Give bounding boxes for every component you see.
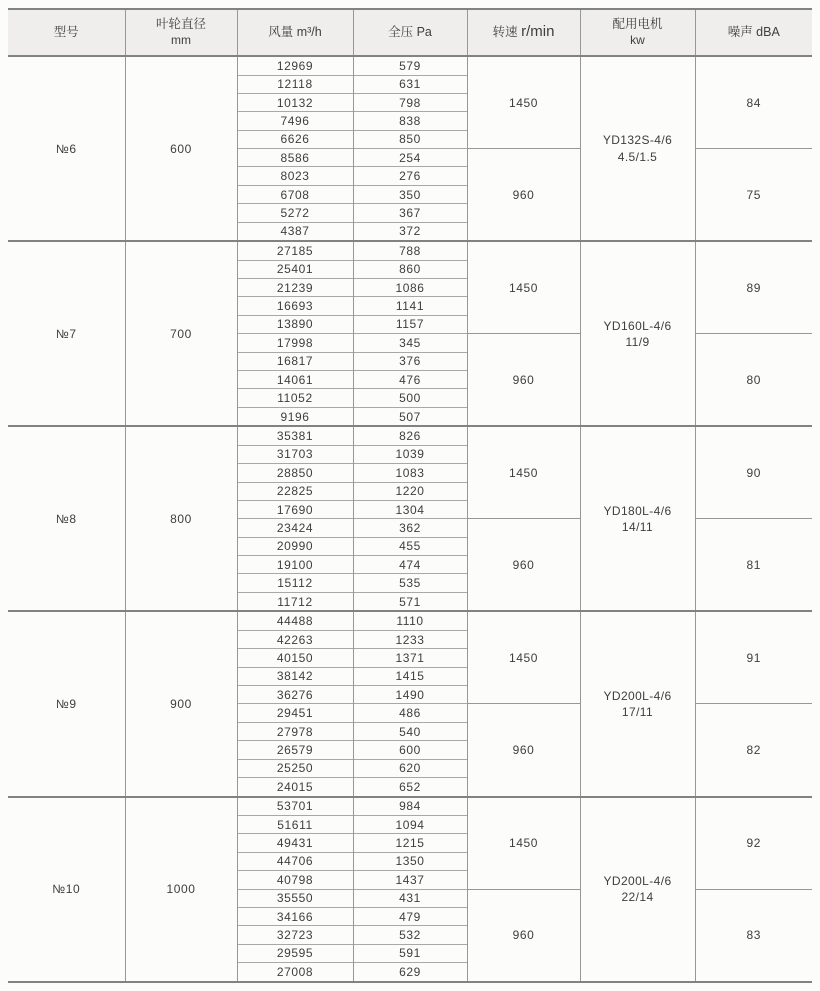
speed-cell: 960: [467, 704, 580, 797]
col-header-motor: [580, 9, 695, 56]
pressure-cell: 367: [353, 204, 467, 222]
flow-cell: 35550: [237, 889, 353, 907]
flow-cell: 12118: [237, 75, 353, 93]
motor-model-text: YD160L-4/6: [603, 318, 672, 333]
flow-cell: 6626: [237, 130, 353, 148]
flow-cell: 51611: [237, 816, 353, 834]
pressure-cell: 1039: [353, 445, 467, 463]
noise-cell: 90: [695, 426, 812, 519]
pressure-cell: 1490: [353, 686, 467, 704]
flow-cell: 53701: [237, 797, 353, 816]
diameter-cell: 700: [125, 241, 237, 426]
speed-cell: 1450: [467, 797, 580, 890]
pressure-cell: 1094: [353, 816, 467, 834]
noise-cell: 84: [695, 56, 812, 149]
flow-cell: 10132: [237, 93, 353, 111]
speed-cell: 960: [467, 149, 580, 242]
motor-cell: [580, 797, 695, 983]
model-cell: №9: [8, 611, 125, 796]
table-row: [8, 611, 812, 630]
flow-cell: 5272: [237, 204, 353, 222]
flow-cell: 34166: [237, 907, 353, 925]
flow-cell: 20990: [237, 537, 353, 555]
speed-cell: 1450: [467, 56, 580, 149]
noise-cell: 81: [695, 519, 812, 612]
pressure-cell: 788: [353, 241, 467, 260]
col-header-pressure-label: 全压 Pa: [388, 24, 432, 39]
flow-cell: 25401: [237, 260, 353, 278]
motor-power-text: 22/14: [621, 890, 654, 905]
flow-cell: 4387: [237, 222, 353, 241]
motor-model-text: YD180L-4/6: [603, 503, 672, 518]
flow-cell: 38142: [237, 667, 353, 685]
pressure-cell: 652: [353, 778, 467, 797]
col-header-noise-label: 噪声 dBA: [727, 24, 780, 39]
pressure-cell: 600: [353, 741, 467, 759]
flow-cell: 12969: [237, 56, 353, 75]
flow-cell: 9196: [237, 407, 353, 426]
pressure-cell: 431: [353, 889, 467, 907]
flow-cell: 28850: [237, 464, 353, 482]
model-cell: №6: [8, 56, 125, 241]
flow-cell: 27185: [237, 241, 353, 260]
pressure-cell: 455: [353, 537, 467, 555]
motor-model-text: YD200L-4/6: [603, 688, 672, 703]
col-header-speed-unit: r/min: [521, 23, 555, 41]
speed-cell: 1450: [467, 241, 580, 334]
flow-cell: 15112: [237, 574, 353, 592]
flow-cell: 24015: [237, 778, 353, 797]
noise-cell: 75: [695, 149, 812, 242]
pressure-cell: 362: [353, 519, 467, 537]
flow-cell: 36276: [237, 686, 353, 704]
motor-cell: [580, 241, 695, 426]
pressure-cell: 1233: [353, 630, 467, 648]
speed-cell: 960: [467, 334, 580, 427]
diameter-cell: 900: [125, 611, 237, 796]
motor-cell: [580, 56, 695, 241]
col-header-motor-label: 配用电机: [612, 17, 663, 32]
noise-cell: 80: [695, 334, 812, 427]
motor-cell: [580, 426, 695, 611]
pressure-cell: 345: [353, 334, 467, 352]
pressure-cell: 838: [353, 112, 467, 130]
model-cell: №10: [8, 797, 125, 983]
pressure-cell: 276: [353, 167, 467, 185]
pressure-cell: 850: [353, 130, 467, 148]
diameter-cell: 1000: [125, 797, 237, 983]
diameter-cell: 600: [125, 56, 237, 241]
col-header-speed-label: 转速: [492, 25, 518, 40]
pressure-cell: 1371: [353, 649, 467, 667]
pressure-cell: 474: [353, 556, 467, 574]
pressure-cell: 1157: [353, 315, 467, 333]
pressure-cell: 629: [353, 963, 467, 982]
pressure-cell: 372: [353, 222, 467, 241]
flow-cell: 16693: [237, 297, 353, 315]
flow-cell: 13890: [237, 315, 353, 333]
motor-model-text: YD200L-4/6: [603, 874, 672, 889]
fan-spec-table: [8, 8, 812, 983]
flow-cell: 11052: [237, 389, 353, 407]
flow-cell: 16817: [237, 352, 353, 370]
motor-power-text: 4.5/1.5: [617, 149, 658, 164]
pressure-cell: 1141: [353, 297, 467, 315]
flow-cell: 35381: [237, 426, 353, 445]
pressure-cell: 535: [353, 574, 467, 592]
pressure-cell: 479: [353, 907, 467, 925]
pressure-cell: 486: [353, 704, 467, 722]
flow-cell: 40798: [237, 871, 353, 889]
col-header-diameter-label: 叶轮直径: [155, 17, 206, 32]
pressure-cell: 826: [353, 426, 467, 445]
pressure-cell: 1350: [353, 852, 467, 870]
motor-power-text: 11/9: [625, 334, 650, 349]
pressure-cell: 376: [353, 352, 467, 370]
pressure-cell: 1304: [353, 500, 467, 518]
motor-model-text: YD132S-4/6: [602, 133, 673, 148]
col-header-pressure: [353, 9, 467, 56]
header-row: [8, 9, 812, 56]
noise-cell: 83: [695, 889, 812, 982]
pressure-cell: 579: [353, 56, 467, 75]
speed-cell: 1450: [467, 426, 580, 519]
col-header-flow-label: 风量 m³/h: [268, 24, 322, 39]
pressure-cell: 1415: [353, 667, 467, 685]
col-header-diameter: [125, 9, 237, 56]
pressure-cell: 1083: [353, 464, 467, 482]
pressure-cell: 1086: [353, 279, 467, 297]
pressure-cell: 631: [353, 75, 467, 93]
flow-cell: 19100: [237, 556, 353, 574]
col-header-speed: [467, 9, 580, 56]
noise-cell: 89: [695, 241, 812, 334]
speed-cell: 1450: [467, 611, 580, 704]
noise-cell: 91: [695, 611, 812, 704]
flow-cell: 25250: [237, 759, 353, 777]
pressure-cell: 1215: [353, 834, 467, 852]
table-row: [8, 426, 812, 445]
col-header-noise: [695, 9, 812, 56]
noise-cell: 92: [695, 797, 812, 890]
flow-cell: 27978: [237, 722, 353, 740]
flow-cell: 11712: [237, 592, 353, 611]
flow-cell: 14061: [237, 370, 353, 388]
col-header-model: [8, 9, 125, 56]
pressure-cell: 798: [353, 93, 467, 111]
model-cell: №8: [8, 426, 125, 611]
pressure-cell: 1110: [353, 611, 467, 630]
flow-cell: 26579: [237, 741, 353, 759]
motor-power-text: 17/11: [621, 704, 654, 719]
flow-cell: 31703: [237, 445, 353, 463]
flow-cell: 49431: [237, 834, 353, 852]
flow-cell: 6708: [237, 185, 353, 203]
pressure-cell: 591: [353, 944, 467, 962]
table-row: [8, 797, 812, 816]
pressure-cell: 540: [353, 722, 467, 740]
pressure-cell: 507: [353, 407, 467, 426]
flow-cell: 17690: [237, 500, 353, 518]
table-row: [8, 56, 812, 75]
pressure-cell: 254: [353, 149, 467, 167]
pressure-cell: 350: [353, 185, 467, 203]
flow-cell: 7496: [237, 112, 353, 130]
col-header-diameter-unit: mm: [171, 32, 191, 47]
flow-cell: 40150: [237, 649, 353, 667]
pressure-cell: 1437: [353, 871, 467, 889]
pressure-cell: 1220: [353, 482, 467, 500]
diameter-cell: 800: [125, 426, 237, 611]
flow-cell: 42263: [237, 630, 353, 648]
table-header: [8, 9, 812, 56]
flow-cell: 27008: [237, 963, 353, 982]
flow-cell: 21239: [237, 279, 353, 297]
flow-cell: 44488: [237, 611, 353, 630]
speed-cell: 960: [467, 889, 580, 982]
motor-power-text: 14/11: [621, 519, 654, 534]
pressure-cell: 532: [353, 926, 467, 944]
model-cell: №7: [8, 241, 125, 426]
flow-cell: 29595: [237, 944, 353, 962]
flow-cell: 32723: [237, 926, 353, 944]
pressure-cell: 984: [353, 797, 467, 816]
table-body: [8, 56, 812, 982]
pressure-cell: 571: [353, 592, 467, 611]
table-row: [8, 241, 812, 260]
pressure-cell: 620: [353, 759, 467, 777]
flow-cell: 44706: [237, 852, 353, 870]
pressure-cell: 860: [353, 260, 467, 278]
col-header-model-label: 型号: [53, 24, 79, 39]
flow-cell: 22825: [237, 482, 353, 500]
noise-cell: 82: [695, 704, 812, 797]
motor-cell: [580, 611, 695, 796]
col-header-flow: [237, 9, 353, 56]
flow-cell: 17998: [237, 334, 353, 352]
flow-cell: 8586: [237, 149, 353, 167]
flow-cell: 23424: [237, 519, 353, 537]
speed-cell: 960: [467, 519, 580, 612]
pressure-cell: 476: [353, 370, 467, 388]
flow-cell: 29451: [237, 704, 353, 722]
pressure-cell: 500: [353, 389, 467, 407]
flow-cell: 8023: [237, 167, 353, 185]
col-header-motor-unit: kw: [630, 32, 645, 47]
